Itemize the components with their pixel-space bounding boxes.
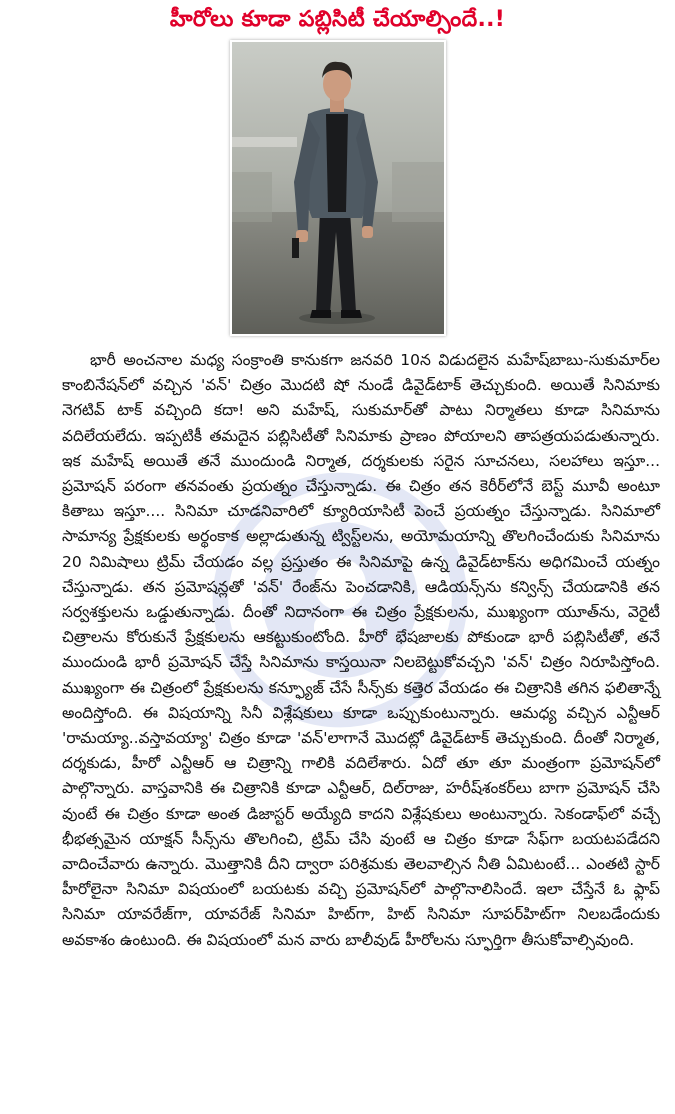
article-body: భారీ అంచనాల మధ్య సంక్రాంతి కానుకగా జనవరి 10న విడుదలైన మహేష్‌బాబు-సుకుమార్‌ల కాంబినేషన్‌లో వచ్చిన 'వన్' చిత్రం మొదటి షో నుండే డివైడ్‌టాక్ తెచ్చుకుంది. అయితే సినిమాకు నెగటివ్ టాక్ వచ్చింది కదా! అని మహేష్, సుకుమార్‌తో పాటు నిర్మాతలు కూడా సినిమాను వదిలేయలేదు. ఇప్పటికీ తమదైన పబ్లిసిటీతో సినిమాకు ప్రాణం పోయాలని తాపత్రయపడుతున్నారు. ఇక మహేష్ అయితే తనే ముందుండి నిర్మాత, దర్శకులకు సరైన సూచనలు, సలహాలు ఇస్తూ... ప్రమోషన్ పరంగా తనవంతు ప్రయత్నం చేస్తున్నాడు. ఈ చిత్రం తన కెరీర్‌లోనే బెస్ట్ మూవీ అంటూ కితాబు ఇస్తూ.... సినిమా చూడనివారిలో క్యూరియాసిటీ పెంచే ప్రయత్నం చేస్తున్నాడు. సినిమాలో సామాన్య ప్రేక్షకులకు అర్థంకాక అల్లాడుతున్న ట్విస్ట్‌లను, అయోమయాన్ని తొలగించేందుకు సినిమాను 20 నిమిషాలు ట్రిమ్ చేయడం వల్ల ప్రస్తుతం ఈ సినిమాపై ఉన్న డివైడ్‌టాక్‌ను అధిగమించే యత్నం చేస్తున్నాడు. తన ప్రమోషన్లతో 'వన్' రేంజ్‌ను పెంచడానికి, ఆడియన్స్‌ను కన్విన్స్ చేయడానికి తన సర్వశక్తులను ఒడ్డుతున్నాడు. దీంతో నిదానంగా ఈ చిత్రం ప్రేక్షకులను, ముఖ్యంగా యూత్‌ను, వెరైటీ చిత్రాలను కోరుకునే ప్రేక్షకులను ఆకట్టుకుంటోంది. హీరో భేషజాలకు పోకుండా భారీ పబ్లిసిటీతో, తనే ముందుండి భారీ ప్రమోషన్ చేస్తే సినిమాను కాస్తయినా నిలబెట్టుకోవచ్చని 'వన్' చిత్రం నిరూపిస్తోంది. ముఖ్యంగా ఈ చిత్రంలో ప్రేక్షకులను కన్ఫ్యూజ్ చేసే సీన్స్‌కు కత్తెర వేయడం ఈ చిత్రానికి తగిన ఫలితాన్నే అందిస్తోంది. ఈ విషయాన్ని సినీ విశ్లేషకులు కూడా ఒప్పుకుంటున్నారు. ఆమధ్య వచ్చిన ఎన్టీఆర్ 'రామయ్యా..వస్తావయ్యా' చిత్రం కూడా 'వన్'లాగానే మొదట్లో డివైడ్‌టాక్ తెచ్చుకుంది. దీంతో నిర్మాత, దర్శకుడు, హీరో ఎన్టీఆర్ ఆ చిత్రాన్ని గాలికి వదిలేశారు. ఏదో తూ తూ మంత్రంగా ప్రమోషన్‌లో పాల్గొన్నారు. వాస్తవానికి ఈ చిత్రానికి కూడా ఎన్టీఆర్, దిల్‌రాజు, హరీష్‌శంకర్‌లు బాగా ప్రమోషన్ చేసి వుంటే ఈ చిత్రం కూడా అంత డిజాస్టర్ అయ్యేది కాదని విశ్లేషకులు అంటున్నారు. సెకండాఫ్‌లో వచ్చే భీభత్సమైన యాక్షన్ సీన్స్‌ను తొలగించి, ట్రిమ్ చేసి వుంటే ఆ చిత్రం కూడా సేఫ్‌గా బయటపడేదని వాదించేవారు ఉన్నారు. మొత్తానికి దీని ద్వారా పరిశ్రమకు తెలవాల్సిన నీతి ఏమిటంటే... ఎంతటి స్టార్ హీరోలైనా సినిమా విషయంలో బయటకు వచ్చి ప్రమోషన్‌లో పాల్గొనాలిసిందే. ఇలా చేస్తేనే ఓ ఫ్లాప్ సినిమా యావరేజ్‌గా, యావరేజ్ సినిమా హిట్‌గా, హిట్ సినిమా సూపర్‌హిట్‌గా నిలబడేందుకు అవకాశం ఉంటుంది. ఈ విషయంలో మన వారు బాలీవుడ్ హీరోలను స్ఫూర్తిగా తీసుకోవాల్సివుంది. xyxy=(62,351,660,949)
hero-photo-illustration xyxy=(232,42,444,334)
article-headline: హీరోలు కూడా పబ్లిసిటీ చేయాల్సిందే..! xyxy=(169,7,506,32)
article-photo xyxy=(230,40,446,336)
